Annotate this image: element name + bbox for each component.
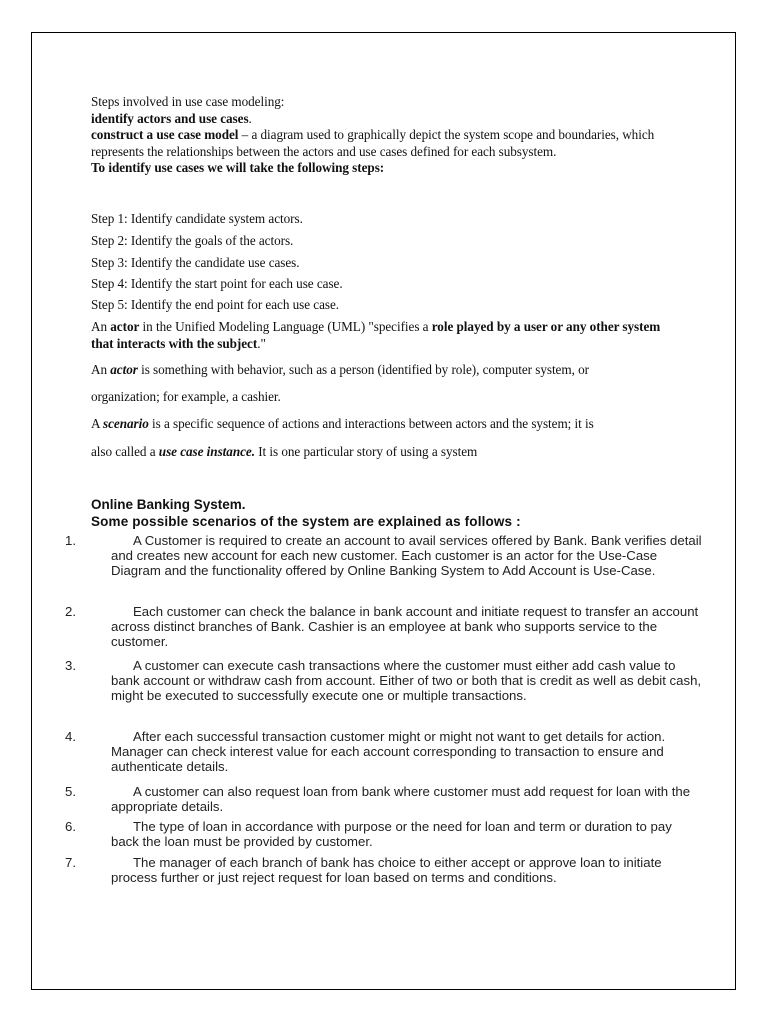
item-number: 4. — [65, 729, 76, 744]
actor-role-bold: role played by a user or any other system that interacts with the subject — [91, 319, 661, 351]
scenario-text: also called a — [91, 444, 159, 459]
scenario-item — [65, 855, 703, 886]
steps-heading-text: To identify use cases we will take the following steps: — [91, 160, 385, 175]
scenario-line-2 — [91, 444, 477, 460]
item-number: 6. — [65, 819, 76, 834]
steps-heading — [91, 160, 681, 177]
item-text: A customer can also request loan from bank where customer must add request for loan with the appropriate details. — [111, 784, 691, 815]
intro-construct — [91, 127, 681, 160]
item-text: The type of loan in accordance with purpose or the need for loan and term or duration to pay back the loan must be provided by customer. — [111, 819, 672, 850]
actor-uml-definition — [91, 318, 676, 352]
step-1: Step 1: Identify candidate system actors. — [91, 211, 303, 226]
item-number: 7. — [65, 855, 76, 870]
scenario-item — [65, 604, 703, 650]
item-text: Each customer can check the balance in bank account and initiate request to transfer an account across distinct branches of Bank. Cashier is an employee at bank who supports service to the customer. — [111, 604, 699, 650]
identify-bold: identify actors and use cases — [91, 110, 249, 126]
construct-bold: construct a use case model — [91, 127, 239, 142]
scenario-text: is a specific sequence of actions and interactions between actors and the system; it is — [148, 416, 594, 431]
use-case-instance-term: use case instance. — [158, 444, 255, 459]
scenario-term: scenario — [103, 416, 149, 431]
scenario-text: It is one particular story of using a system — [254, 444, 478, 459]
scenario-item — [65, 533, 703, 579]
item-number: 1. — [65, 533, 76, 548]
scenario-text: A — [91, 416, 103, 431]
scenario-item — [65, 784, 703, 815]
step-3: Step 3: Identify the candidate use cases. — [91, 255, 300, 270]
actor-behavior-text: is something with behavior, such as a person (identified by role), computer system, or — [137, 362, 589, 377]
scenario-item — [65, 658, 703, 704]
construct-rest: – a diagram used to graphically depict the system scope and boundaries, which represents the relationships between the actors and use cases defined for each subsystem. — [91, 127, 655, 159]
actor-behavior-line-2: organization; for example, a cashier. — [91, 389, 281, 404]
item-number: 5. — [65, 784, 76, 799]
step-4: Step 4: Identify the start point for each use case. — [91, 276, 343, 291]
actor-def-text: in the Unified Modeling Language (UML) "specifies a — [139, 319, 432, 334]
item-text: After each successful transaction customer might or might not want to get details for action. Manager can check interest value for each account corresponding to transaction to ensure and authenticate details. — [111, 729, 666, 775]
scenario-line-1 — [91, 416, 594, 432]
step-5: Step 5: Identify the end point for each use case. — [91, 297, 340, 312]
actor-behavior-line-1 — [91, 362, 589, 378]
scenario-item — [65, 729, 703, 775]
item-number: 3. — [65, 658, 76, 673]
banking-subtitle: Some possible scenarios of the system are explained as follows : — [91, 514, 521, 529]
scenario-item — [65, 819, 703, 850]
actor-behavior-text: An — [91, 362, 111, 377]
actor-def-text: ." — [257, 336, 266, 351]
actor-term: actor — [110, 319, 140, 334]
identify-period: . — [248, 110, 252, 126]
actor-def-text: An — [91, 319, 111, 334]
item-number: 2. — [65, 604, 76, 619]
item-text: The manager of each branch of bank has choice to either accept or approve loan to initiate process further or just reject request for loan based on terms and conditions. — [111, 855, 662, 886]
banking-title: Online Banking System. — [91, 497, 246, 512]
intro-identify — [91, 111, 681, 128]
actor-term-italic: actor — [110, 362, 138, 377]
intro-section — [91, 94, 681, 177]
intro-line: Steps involved in use case modeling: — [91, 94, 285, 109]
step-2: Step 2: Identify the goals of the actors. — [91, 233, 294, 248]
item-text: A Customer is required to create an account to avail services offered by Bank. Bank verifies detail and creates new account for each new customer. Each customer is an actor for the Use-Case Diagram and the functionality offered by Online Banking System to Add Account is Use-Case. — [111, 533, 702, 579]
item-text: A customer can execute cash transactions where the customer must either add cash value to bank account or withdraw cash from account. Either of two or both that is credit as well as debit cash, might be executed to successfully execute one or multiple transactions. — [111, 658, 702, 704]
